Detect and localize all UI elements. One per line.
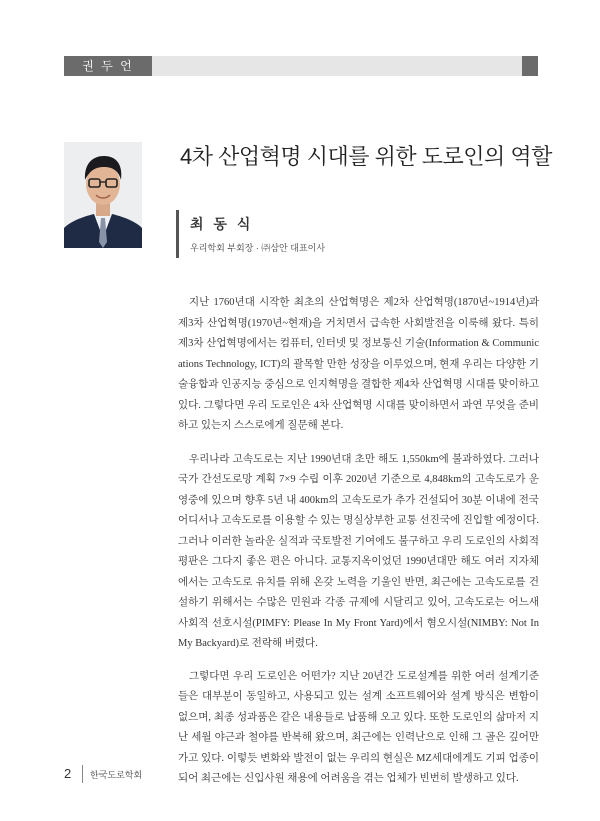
author-name: 최 동 식 (190, 216, 254, 232)
section-header-end-block (522, 56, 538, 76)
body-paragraph-3: 그렇다면 우리 도로인은 어떤가? 지난 20년간 도로설계를 위한 여러 설계기준들은 대부분이 동일하고, 사용되고 있는 설계 소프트웨어와 설계 방식은 변함이 없으며, 최종 성과품은 같은 내용들로 납품해 오고 있다. 또한 도로인의 삶마저 지난 세월 야근과 철야를 반복해 왔으며, 최근에는 인력난으로 인해 그 골은 깊어만 가고 있다. 이렇듯 변화와 발전이 없는 우리의 현실은 MZ세대에게도 기피 업종이 되어 최근에는 신입사원 채용에 어려움을 겪는 업체가 빈번히 발생하고 있다. (178, 670, 539, 784)
author-affiliation: 우리학회 부회장 · ㈜삼안 대표이사 (190, 243, 326, 253)
footer-divider (82, 765, 83, 783)
author-portrait (64, 142, 142, 248)
body-paragraph-1: 지난 1760년대 시작한 최초의 산업혁명은 제2차 산업혁명(1870년~1914년)과 제3차 산업혁명(1970년~현재)을 거치면서 급속한 사회발전을 이룩해 왔다. 특히 제3차 산업혁명에서는 컴퓨터, 인터넷 및 정보통신 기술(Information & Communications Technology, ICT)의 괄목할 만한 성장을 이루었으며, 현재 우리는 다양한 기술융합과 인공지능 중심으로 인지혁명을 결합한 제4차 산업혁명 시대를 맞이하고 있다. 그렇다면 우리 도로인은 4차 산업혁명 시대를 맞이하면서 과연 무엇을 준비하고 있는지 스스로에게 질문해 본다. (178, 297, 539, 431)
article-body (178, 293, 539, 803)
page-number: 2 (64, 766, 72, 781)
article-title: 4차 산업혁명 시대를 위한 도로인의 역할 (180, 144, 552, 169)
author-accent-rule (176, 210, 179, 258)
author-photo (64, 142, 142, 248)
body-paragraph-2: 우리나라 고속도로는 지난 1990년대 초만 해도 1,550km에 불과하였다. 그러나 국가 간선도로망 계획 7×9 수립 이후 2020년 기준으로 4,848km의 고속도로가 운영중에 있으며 향후 5년 내 400km의 고속도로가 추가 건설되어 30분 이내에 전국 어디서나 고속도로를 이용할 수 있는 명실상부한 교통 선진국에 진입할 예정이다. 그러나 이러한 놀라운 실적과 국토발전 기여에도 불구하고 우리 도로인의 사회적 평판은 그다지 좋은 편은 아니다. 교통지옥이었던 1990년대만 해도 여러 지자체에서는 고속도로 유치를 위해 온갖 노력을 기울인 반면, 최근에는 고속도로를 건설하기 위해서는 수많은 민원과 각종 규제에 시달리고 있어, 고속도로는 어느새 사회적 선호시설(PIMFY: Please In My Front Yard)에서 혐오시설(NIMBY: Not In My Backyard)로 전락해 버렸다. (178, 453, 539, 649)
publication-name: 한국도로학회 (90, 770, 143, 780)
section-label: 권 두 언 (64, 56, 152, 76)
